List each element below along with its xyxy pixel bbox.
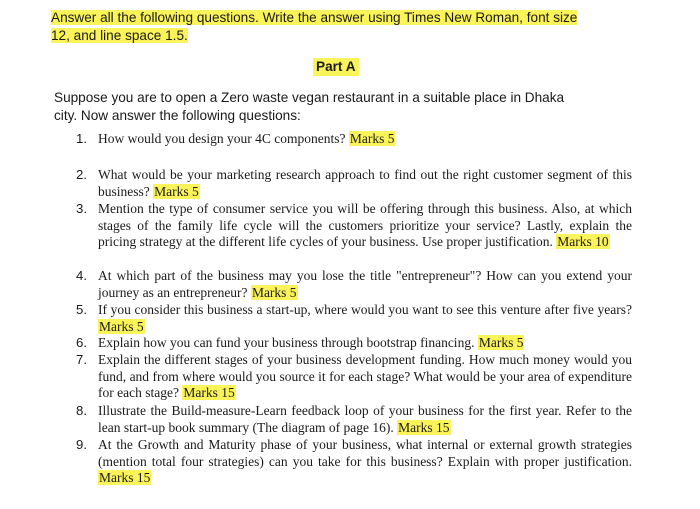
question-body: Illustrate the Build-measure-Learn feedback loop of your business for the first year. Refer to the lean start-up book summary (The diagram of page 16). (98, 403, 632, 435)
question-item-4 (76, 268, 632, 301)
question-number: 9. (76, 437, 87, 452)
part-title: Part A (313, 58, 359, 76)
question-body: At the Growth and Maturity phase of your business, what internal or external growth strategies (mention total four strategies) can you take for this business? Explain with proper justification. (98, 437, 632, 469)
question-number: 8. (76, 403, 87, 418)
question-number: 1. (76, 131, 87, 146)
marks-badge: Marks 10 (557, 234, 609, 249)
question-body: Mention the type of consumer service you will be offering through this business. Also, at which stages of the family life cycle will the customers prioritize your service? Lastly, explain the pricing strategy at the different life cycles of your business. Use proper justification. (98, 201, 632, 249)
instructions-paragraph (51, 9, 641, 45)
question-item-5 (76, 302, 632, 335)
marks-badge: Marks 5 (478, 335, 524, 350)
marks-badge: Marks 5 (154, 183, 199, 199)
instructions-line-1: Answer all the following questions. Write the answer using Times New Roman, font size (51, 10, 578, 25)
question-text (98, 201, 632, 251)
question-number: 5. (76, 302, 87, 317)
marks-badge: Marks 15 (99, 470, 151, 485)
question-text (98, 403, 632, 436)
question-text (98, 131, 632, 148)
question-item-6 (76, 335, 632, 352)
question-body: If you consider this business a start-up, where would you want to see this venture after five years? (98, 302, 632, 317)
intro-line-2: city. Now answer the following questions: (54, 108, 301, 123)
intro-line-1: Suppose you are to open a Zero waste vegan restaurant in a suitable place in Dhaka (54, 90, 565, 105)
question-number: 6. (76, 335, 87, 350)
instructions-line-2: 12, and line space 1.5. (51, 28, 188, 43)
question-text (98, 437, 632, 487)
question-text (98, 268, 632, 301)
marks-badge: Marks 5 (99, 318, 144, 334)
question-body: How would you design your 4C components? (98, 131, 346, 146)
question-number: 3. (76, 201, 87, 216)
marks-badge: Marks 15 (398, 419, 450, 435)
question-number: 7. (76, 352, 87, 367)
question-item-8 (76, 403, 632, 436)
question-text (98, 167, 632, 200)
marks-badge: Marks 5 (349, 131, 395, 146)
question-item-1 (76, 131, 632, 148)
marks-badge: Marks 5 (251, 284, 297, 300)
question-body: Explain the different stages of your business development funding. How much money would you fund, and from where would you source it for each stage? What would be your area of expenditure for each stage? (98, 352, 632, 400)
marks-badge: Marks 15 (183, 385, 235, 400)
intro-paragraph (54, 89, 634, 125)
question-text (98, 352, 632, 402)
question-body: At which part of the business may you lose the title "entrepreneur"? How can you extend your journey as an entrepreneur? (98, 268, 632, 300)
question-text (98, 302, 632, 335)
question-number: 4. (76, 268, 87, 283)
question-number: 2. (76, 167, 87, 182)
question-item-7 (76, 352, 632, 402)
question-item-2 (76, 167, 632, 200)
question-body: What would be your marketing research approach to find out the right customer segment of this business? (98, 167, 632, 199)
question-item-3 (76, 201, 632, 251)
question-item-9 (76, 437, 632, 487)
question-body: Explain how you can fund your business through bootstrap financing. (98, 335, 475, 350)
question-text (98, 335, 632, 352)
